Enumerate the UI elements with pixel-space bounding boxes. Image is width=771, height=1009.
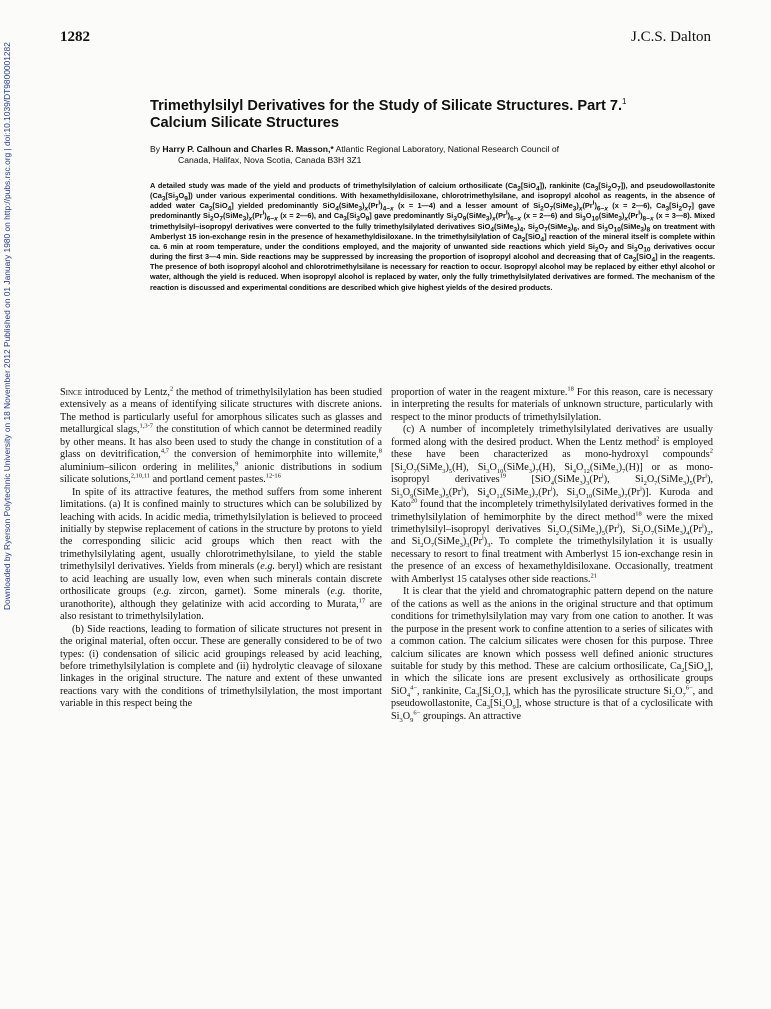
journal-name: J.C.S. Dalton	[630, 29, 711, 45]
author-names: Harry P. Calhoun and Charles R. Masson,*	[162, 144, 334, 154]
by-label: By	[150, 144, 161, 154]
title-line-1: Trimethylsilyl Derivatives for the Study of Silicate Structures. Part 7.	[150, 98, 623, 114]
paragraph-water: proportion of water in the reagent mixture.$^{18}$ For this reason, care is necessary in interpreting the results for materials of unknown structure, particularly with respect to the minor products of trimethylsilylation.	[391, 385, 713, 423]
affiliation-2: Canada, Halifax, Nova Scotia, Canada B3H 3Z1	[178, 155, 362, 165]
abstract: A detailed study was made of the yield and products of trimethylsilylation of calcium orthosilicate $(Ca_2[SiO_4])$, rankinite $(Ca_3[Si_2O_7])$, and pseudowollastonite $(Ca_3[Si_3O_9])$ under various experimental conditions. With hexamethyldisiloxane, chlorotrimethylsilane, and isopropyl alcohol as reagents, in the absence of added water $Ca_2[SiO_4]$ yielded predominantly $SiO_4(SiMe_3)_x(Pr^i)_{4-x}$ (x = 1—4) and a lesser amount of $Si_2O_7(SiMe_3)_x(Pr^i)_{6-x}$ (x = 2—6), $Ca_3[Si_2O_7]$ gave predominantly $Si_2O_7(SiMe_3)_x(Pr^i)_{6-x}$ (x = 2—6), and $Ca_3[Si_3O_9]$ gave predominantly $Si_3O_9(SiMe_3)_x(Pr^i)_{6-x}$ (x = 2—6) and $Si_3O_{10}(SiMe_3)_x(Pr^i)_{8-x}$ (x = 3—8). Mixed trimethylsilyl–isopropyl derivatives were converted to the fully trimethylsilylated derivatives $SiO_4(SiMe_3)_4$, $Si_2O_7(SiMe_3)_6$, and $Si_3O_{10}(SiMe_3)_8$ on treatment with Amberlyst 15 ion-exchange resin in the presence of hexamethyldisiloxane. In the trimethylsilylation of $Ca_2[SiO_4]$ reaction of the mineral itself is complete within ca. 6 min at room temperature, under the conditions employed, and the majority of unwanted side reactions which yield $Si_2O_7$ and $Si_3O_{10}$ derivatives occur during the first 3—4 min. Side reactions may be suppressed by increasing the proportion of isopropyl alcohol and decreasing that of $Ca_2[SiO_4]$ in the reagents. The presence of both isopropyl alcohol and chlorotrimethylsilane is necessary for reaction to occur. Isopropyl alcohol may be replaced by either ethyl alcohol or water, although the yield is reduced. When isopropyl alcohol is replaced by water, only the fully trimethylsilylated derivatives are formed. The mechanism of the reaction is discussed and experimental conditions are described which give highest yields of the desired products.	[150, 181, 716, 292]
body-column-left	[60, 387, 382, 711]
title-ref: 1	[622, 97, 627, 107]
paragraph-intro: Since introduced by Lentz,$^2$ the method of trimethylsilylation has been studied extensively as a means of identifying silicate structures with discrete anions. The method is particularly useful for amorphous silicates such as glasses and metallurgical slags,$^{1,3-7}$ the constitution of which cannot be determined readily by other means. It has also been used to study the change in constitution of a glass on devitrification,$^{4,7}$ the conversion of hemimorphite into willemite,$^8$ aluminium–silicon ordering in melilites,$^9$ anionic distributions in sodium silicate solutions,$^{2,10,11}$ and portland cement pastes.$^{12-16}$	[60, 385, 382, 486]
body-column-right	[391, 387, 713, 723]
download-watermark[interactable]: Downloaded by Ryerson Polytechnic University on 18 November 2012 Published on 01 January 1980 on http://pubs.rsc.org | doi:10.1039/DT9800001282	[2, 42, 12, 610]
page-number: 1282	[60, 29, 90, 45]
affiliation-1: Atlantic Regional Laboratory, National Research Council of	[335, 144, 560, 154]
author-block	[150, 144, 720, 166]
paragraph-side-reactions: (b) Side reactions, leading to formation of silicate structures not present in the original material, often occur. These are generally considered to be of two types: (i) condensation of silicic acid groupings released by acid leaching, before trimethylsilylation is complete and (ii) hydrolytic cleavage of siloxane linkages in the original structure. The nature and extent of these unwanted reactions vary with the conditions of trimethylsilylation, the most important variable in this respect being the	[60, 623, 382, 710]
title-line-2: Calcium Silicate Structures	[150, 115, 339, 131]
paragraph-limitations: In spite of its attractive features, the method suffers from some inherent limitations. (a) It is confined mainly to structures which can be solubilized by leaching with acids. In acidic media, trimethylsilylation is believed to proceed initially by stepwise replacement of cations in the structure by protons to yield the corresponding silicic acid groups which then react with the trimethylsilylating agent, usually chlorotrimethylsilane, to yield the stable trimethylsilyl derivatives. Yields from minerals (e.g. beryl) which are resistant to acid leaching are usually low, even when such minerals contain discrete orthosilicate groups (e.g. zircon, garnet). Some minerals (e.g. thorite, uranothorite), although they gelatinize with acid according to Murata,$^{17}$ are also resistant to trimethylsilylation.	[60, 486, 383, 623]
paragraph-incomplete-derivatives: (c) A number of incompletely trimethylsilylated derivatives are usually formed along with the desired product. When the Lentz method$^2$ is employed these have been characterized as mono-hydroxyl compounds$^2$ [$Si_2O_7(SiMe_3)_5(H)$, $Si_3O_{10}(SiMe_3)_7(H)$, $Si_4O_{12}(SiMe_3)_7(H)$] or as mono-isopropyl derivatives$^{19}$ [$SiO_4(SiMe_3)_3(Pr^i)$, $Si_2O_7(SiMe_3)_5(Pr^i)$, $Si_3O_9(SiMe_3)_5(Pr^i)$, $Si_4O_{12}(SiMe_3)_7(Pr^i)$, $Si_3O_{10}(SiMe_3)_7(Pr^i)$]. Kuroda and Kato$^{20}$ found that the incompletely trimethylsilylated derivatives formed in the trimethylsilylation of hemimorphite by the direct method$^{18}$ were the mixed trimethylsilyl–isopropyl derivatives $Si_2O_7(SiMe_3)_5(Pr^i)$, $Si_2O_7(SiMe_3)_4(Pr^i)_2$, and $Si_2O_7(SiMe_3)_3(Pr^i)_3$. To complete the trimethylsilylation it is usually necessary to resort to final treatment with Amberlyst 15 ion-exchange resin in the presence of an excess of hexamethyldisiloxane. Occasionally, treatment with Amberlyst 15 catalyses other side reactions.$^{21}$	[391, 424, 714, 585]
paragraph-purpose: It is clear that the yield and chromatographic pattern depend on the nature of the cations as well as the anions in the original structure and that optimum conditions for trimethylsilylation may vary from one cation to another. It was the purpose in the present work to confine attention to a series of silicates with a common cation. The calcium silicates were chosen for this purpose. Three calcium silicates are known which possess well defined anionic structures suitable for study by this method. These are calcium orthosilicate, $Ca_2[SiO_4]$, in which the silicate ions are present exclusively as orthosilicate groups SiO$_4^{4-}$, rankinite, $Ca_3[Si_2O_7]$, which has the pyrosilicate structure $Si_2O_7^{6-}$, and pseudowollastonite, $Ca_3[Si_3O_9]$, whose structure is that of a cyclosilicate with $Si_3O_9^{6-}$ groupings. An attractive	[391, 586, 713, 724]
article-title	[150, 98, 710, 132]
